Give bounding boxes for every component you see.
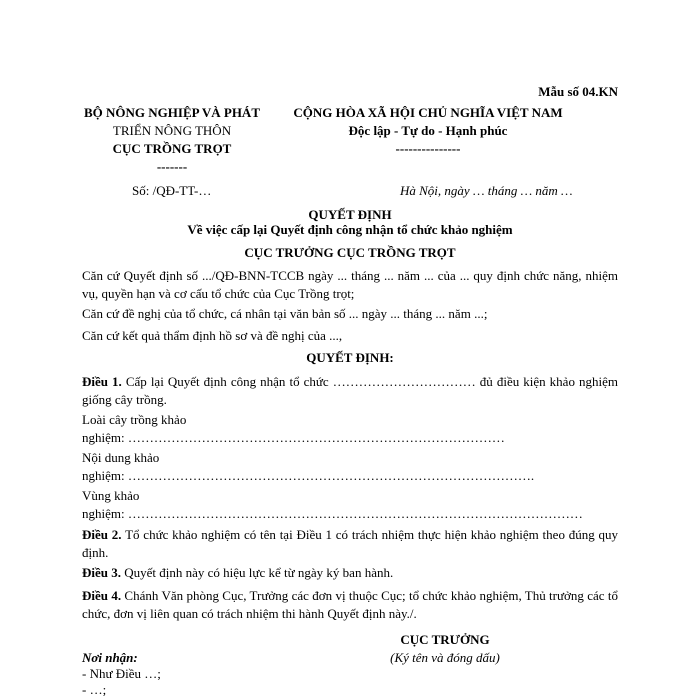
national-divider: --------------- — [395, 141, 461, 156]
field-value-line: nghiệm: …………………………………………………………………………………. — [82, 468, 535, 483]
recipient-item: - …; — [82, 682, 107, 697]
agency-ministry-line2: TRIỂN NÔNG THÔN — [112, 123, 232, 138]
article-2 — [82, 526, 618, 562]
article-4 — [82, 587, 618, 623]
article-1-text: Cấp lại Quyết định công nhận tổ chức …………………………… đủ điều kiện khảo nghiệm giống cây trồng. — [82, 374, 618, 407]
basis-paragraph: Căn cứ kết quả thẩm định hồ sơ và đề nghị của ..., — [82, 328, 343, 343]
field-crop-species — [82, 411, 505, 447]
recipients-label: Nơi nhận: — [82, 650, 138, 665]
national-motto: Độc lập - Tự do - Hạnh phúc — [348, 123, 508, 138]
national-title: CỘNG HÒA XÃ HỘI CHỦ NGHĨA VIỆT NAM — [293, 105, 563, 120]
article-3-text: Quyết định này có hiệu lực kể từ ngày ký ban hành. — [121, 565, 394, 580]
field-label: Loài cây trồng khảo — [82, 412, 187, 427]
article-3 — [82, 564, 618, 582]
signature-note: (Ký tên và đóng dấu) — [390, 650, 500, 665]
field-test-content — [82, 449, 534, 485]
article-2-label: Điều 2. — [82, 527, 122, 542]
document-title: QUYẾT ĐỊNH — [308, 207, 392, 222]
document-subtitle: Về việc cấp lại Quyết định công nhận tổ chức khảo nghiệm — [187, 222, 513, 237]
form-number: Mẫu số 04.KN — [538, 84, 618, 99]
field-value-line: nghiệm: …………………………………………………………………………………………… — [82, 506, 583, 521]
agency-header — [72, 104, 272, 176]
basis-paragraph: Căn cứ Quyết định số .../QĐ-BNN-TCCB ngày ... tháng ... năm ... của ... quy định chức năng, nhiệm vụ, quyền hạn và cơ cấu tổ chức của Cục Trồng trọt; — [82, 268, 618, 301]
decision-heading: QUYẾT ĐỊNH: — [306, 350, 394, 365]
basis-paragraph: Căn cứ đề nghị của tổ chức, cá nhân tại văn bản số ... ngày ... tháng ... năm ...; — [82, 306, 488, 321]
article-2-text: Tổ chức khảo nghiệm có tên tại Điều 1 có trách nhiệm thực hiện khảo nghiệm theo đúng quy định. — [82, 527, 619, 560]
place-date: Hà Nội, ngày … tháng … năm … — [400, 183, 573, 198]
signature-title: CỤC TRƯỞNG — [400, 632, 490, 647]
article-1 — [82, 373, 618, 409]
article-1-label: Điều 1. — [82, 374, 122, 389]
field-test-region — [82, 487, 583, 523]
article-4-label: Điều 4. — [82, 588, 122, 603]
agency-divider: ------- — [156, 159, 188, 174]
agency-name: CỤC TRỒNG TRỌT — [112, 141, 232, 156]
issuer-title: CỤC TRƯỞNG CỤC TRỒNG TRỌT — [244, 245, 456, 260]
agency-ministry-line1: BỘ NÔNG NGHIỆP VÀ PHÁT — [83, 105, 260, 120]
article-4-text: Chánh Văn phòng Cục, Trưởng các đơn vị thuộc Cục; tổ chức khảo nghiệm, Thủ trưởng các tổ chức, đơn vị liên quan có trách nhiệm thi hành Quyết định này./. — [82, 588, 619, 621]
field-label: Vùng khảo — [82, 488, 140, 503]
article-3-label: Điều 3. — [82, 565, 121, 580]
document-number: Số: /QĐ-TT-… — [132, 183, 212, 198]
recipient-item: - Như Điều …; — [82, 666, 161, 681]
field-value-line: nghiệm: …………………………………………………………………………… — [82, 430, 505, 445]
field-label: Nội dung khảo — [82, 450, 160, 465]
national-header — [278, 104, 578, 158]
